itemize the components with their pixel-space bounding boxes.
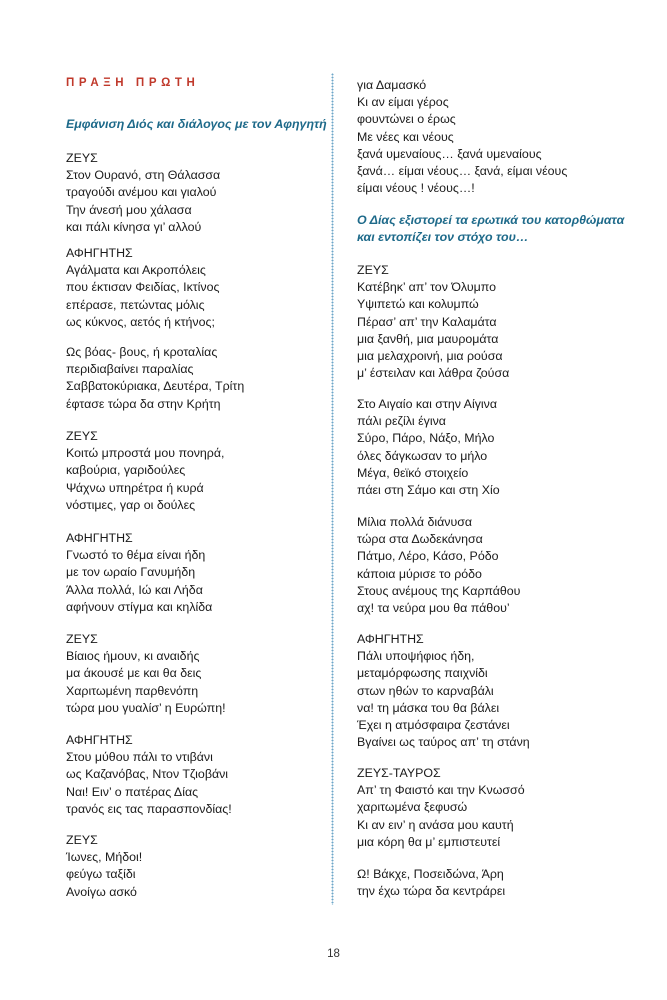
verse-line: Βίαιος ήμουν, κι αναιδής [66,649,200,664]
verse-line: ξανά υμεναίους… ξανά υμεναίους [357,146,542,161]
verse-line: Σαββατοκύριακα, Δευτέρα, Τρίτη [66,379,245,394]
act-title: ΠΡΑΞΗ ΠΡΩΤΗ [66,77,200,89]
verse-line: έφτασε τώρα δα στην Κρήτη [66,396,221,411]
verse-line: μα άκουσέ με και θα δεις [66,666,202,681]
verse-line: να! τη μάσκα του θα βάλει [357,700,500,715]
verse-line: Την άνεσή μου χάλασα [66,202,192,217]
verse-block [66,245,219,331]
verse-line: αφήνουν στίγμα και κηλίδα [66,599,213,614]
verse-block [357,765,525,851]
verse-line: με τον ωραίο Γανυμήδη [66,565,196,580]
verse-line: Κι αν είμαι γέρος [357,95,449,110]
verse-line: Πάλι υποψήφιος ήδη, [357,649,475,664]
verse-line: Υψιπετώ και κολυμπώ [357,297,479,312]
verse-line: καβούρια, γαριδούλες [66,463,186,478]
verse-line: Στο Αιγαίο και στην Αίγινα [357,397,498,411]
speaker-label: ΖΕΥΣ [66,833,98,847]
verse-line: φεύγω ταξίδι [66,867,136,882]
verse-line: Πάτμο, Λέρο, Κάσο, Ρόδο [357,549,499,564]
verse-block [357,77,567,197]
verse-line: κάποια μύρισε το ρόδο [357,566,482,581]
verse-block [357,396,500,499]
verse-block [66,344,244,413]
verse-line: Κοιτώ μπροστά μου πονηρά, [66,446,225,461]
verse-line: μια ξανθή, μια μαυρομάτα [357,331,499,346]
scene-heading-left: Εμφάνιση Διός και διάλογος με τον Αφηγητή [66,117,327,131]
verse-line: Απ’ τη Φαιστό και την Κνωσσό [357,783,525,798]
verse-line: Ως βόας- βους, ή κροταλίας [66,345,218,359]
speaker-label: ΖΕΥΣ [66,151,98,165]
speaker-label: ΑΦΗΓΗΤΗΣ [66,246,133,260]
verse-line: Στου μύθου πάλι το ντιβάνι [66,750,213,765]
verse-line: Έχει η ατμόσφαιρα ζεστάνει [357,718,510,733]
verse-line: πάλι ρεζίλι έγινα [357,414,446,429]
verse-line: είμαι νέους ! νέους…! [357,181,475,196]
verse-line: Βγαίνει ως ταύρος απ’ τη στάνη [357,735,530,750]
column-divider [331,73,334,905]
verse-line: Ίωνες, Μήδοι! [66,850,143,865]
page-number: 18 [327,948,340,960]
speaker-label: ΖΕΥΣ-ΤΑΥΡΟΣ [357,766,441,780]
verse-line: φουντώνει ο έρως [357,112,456,127]
verse-line: Γνωστό το θέμα είναι ήδη [66,548,206,563]
verse-line: τραγούδι ανέμου και γιαλού [66,185,217,200]
verse-line: Ναι! Ειν’ ο πατέρας Δίας [66,784,199,799]
verse-line: για Δαμασκό [357,78,427,92]
verse-line: Αγάλματα και Ακροπόλεις [66,263,206,278]
verse-line: όλες δάγκωσαν το μήλο [357,448,488,463]
verse-line: ως Καζανόβας, Ντον Τζιοβάνι [66,767,229,782]
verse-line: που έκτισαν Φειδίας, Ικτίνος [66,280,220,295]
verse-line: τώρα μου γυαλίσ’ η Ευρώπη! [66,700,226,715]
verse-line: τώρα στα Δωδεκάνησα [357,532,483,547]
verse-block [357,514,520,617]
verse-block [66,428,224,514]
scene-heading-right [357,212,624,246]
verse-line: τρανός εις τας παρασπονδίας! [66,801,232,816]
verse-line: μ’ έστειλαν και λάθρα ζούσα [357,366,510,381]
scene-heading-line: Ο Δίας εξιστορεί τα ερωτικά του κατορθώματα [357,213,625,227]
verse-block [66,832,142,901]
speaker-label: ΑΦΗΓΗΤΗΣ [66,733,133,747]
verse-line: Κατέβηκ’ απ’ τον Όλυμπο [357,280,497,295]
verse-line: μια μελαχροινή, μια ρούσα [357,349,503,364]
verse-line: πάει στη Σάμο και στη Χίο [357,483,500,498]
verse-line: Μίλια πολλά διάνυσα [357,515,473,529]
verse-block [66,530,212,616]
speaker-label: ΖΕΥΣ [357,263,389,277]
verse-block [66,150,220,236]
verse-line: Με νέες και νέους [357,129,454,144]
verse-line: Μέγα, θεϊκό στοιχείο [357,465,469,480]
verse-line: στων ηθών το καρναβάλι [357,683,494,698]
verse-line: Πέρασ’ απ’ την Καλαμάτα [357,314,497,329]
speaker-label: ΑΦΗΓΗΤΗΣ [357,632,424,646]
verse-line: Στους ανέμους της Καρπάθου [357,583,521,598]
speaker-label: ΖΕΥΣ [66,632,98,646]
verse-block [66,631,226,717]
verse-line: μεταμόρφωσης παιχνίδι [357,666,488,681]
verse-line: Στον Ουρανό, στη Θάλασσα [66,168,221,183]
verse-line: Ψάχνω υπηρέτρα ή κυρά [66,480,204,495]
verse-line: Κι αν ειν’ η ανάσα μου καυτή [357,817,514,832]
verse-line: Χαριτωμένη παρθενόπη [66,683,199,698]
verse-line: επέρασε, πετώντας μόλις [66,297,205,312]
verse-line: Ανοίγω ασκό [66,884,137,899]
verse-line: νόστιμες, γαρ οι δούλες [66,497,196,512]
verse-line: την έχω τώρα δα κεντράρει [357,884,506,899]
verse-line: Ω! Βάκχε, Ποσειδώνα, Άρη [357,867,504,881]
verse-block [357,262,509,382]
verse-line: περιδιαβαίνει παραλίας [66,362,194,377]
speaker-label: ΑΦΗΓΗΤΗΣ [66,531,133,545]
verse-line: αχ! τα νεύρα μου θα πάθου’ [357,601,510,616]
verse-line: Άλλα πολλά, Ιώ και Λήδα [66,582,203,597]
verse-line: μια κόρη θα μ’ εμπιστευτεί [357,834,501,849]
verse-line: ξανά… είμαι νέους… ξανά, είμαι νέους [357,164,568,179]
verse-block [357,866,505,900]
verse-block [66,732,232,818]
speaker-label: ΖΕΥΣ [66,429,98,443]
verse-line: Σύρο, Πάρο, Νάξο, Μήλο [357,431,495,446]
verse-line: και πάλι κίνησα γι’ αλλού [66,219,202,234]
scene-heading-line: και εντοπίζει τον στόχο του… [357,230,529,245]
verse-line: χαριτωμένα ξεφυσώ [357,800,468,815]
verse-block [357,631,530,751]
verse-line: ως κύκνος, αετός ή κτήνος; [66,314,215,329]
